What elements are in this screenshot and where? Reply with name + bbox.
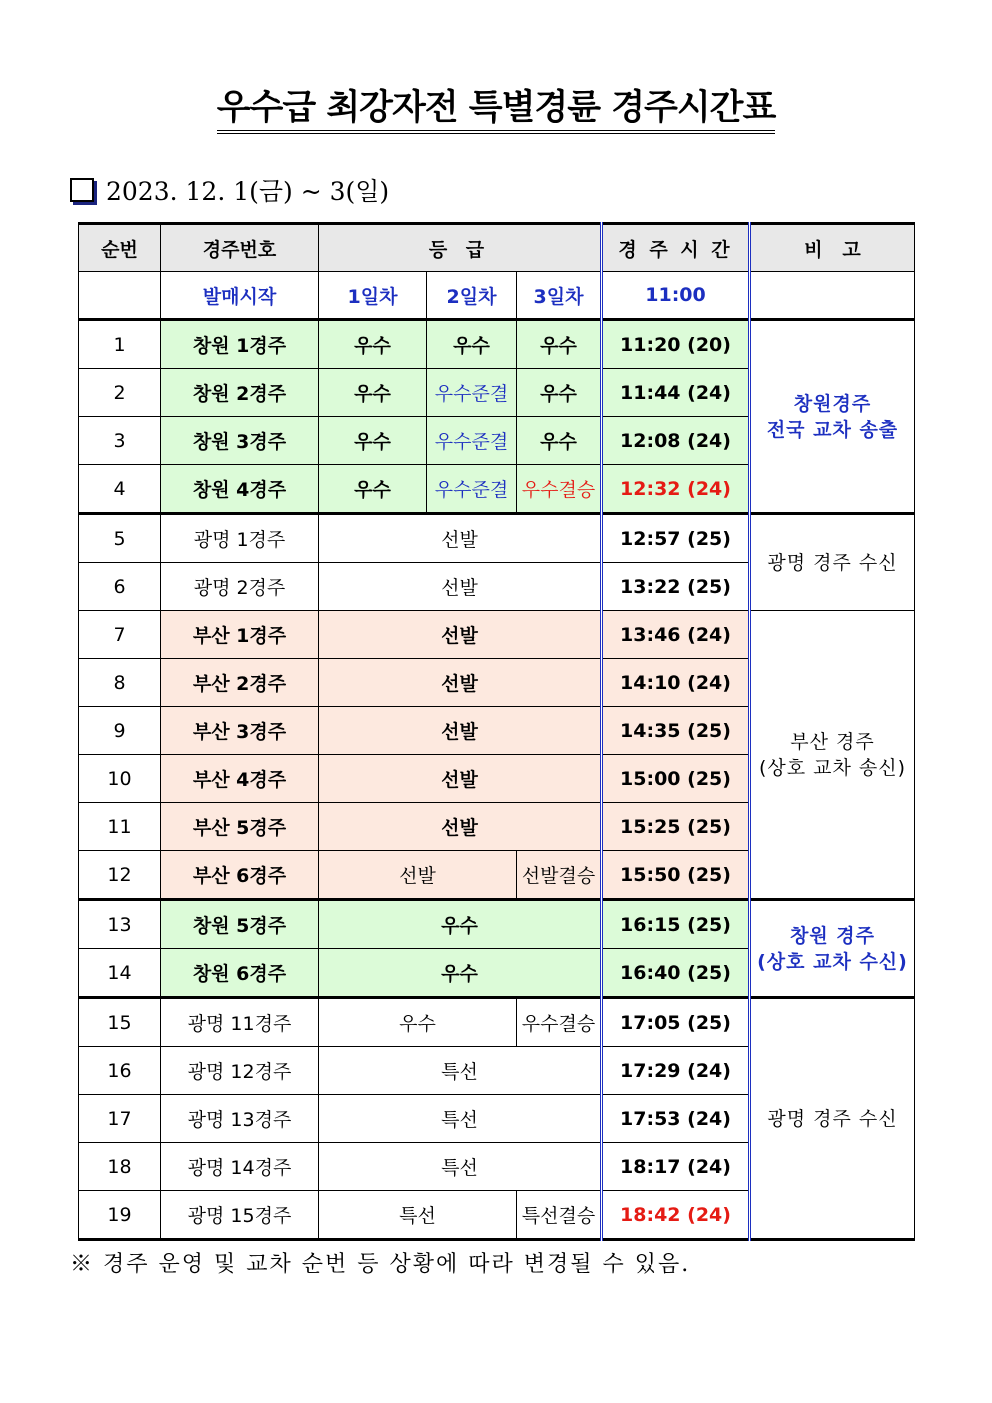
row-order: 12 bbox=[79, 851, 161, 900]
row-order: 7 bbox=[79, 611, 161, 659]
row-race: 창원 1경주 bbox=[161, 320, 319, 369]
sale-start-time: 11:00 bbox=[602, 272, 750, 320]
row-order: 17 bbox=[79, 1095, 161, 1143]
row-time: 11:20 (20) bbox=[602, 320, 750, 369]
remarks-line: 전국 교차 송출 bbox=[766, 418, 899, 441]
row-grade: 선발 bbox=[319, 803, 602, 851]
row-grade: 선발 bbox=[319, 563, 602, 611]
row-order: 11 bbox=[79, 803, 161, 851]
row-time: 13:46 (24) bbox=[602, 611, 750, 659]
subheader-remarks-empty bbox=[750, 272, 915, 320]
row-time: 16:40 (25) bbox=[602, 949, 750, 998]
row-grade: 특선 bbox=[319, 1143, 602, 1191]
row-grade-day1: 우수 bbox=[319, 465, 427, 514]
table-row bbox=[79, 514, 915, 563]
row-time: 15:50 (25) bbox=[602, 851, 750, 900]
row-order: 6 bbox=[79, 563, 161, 611]
row-race: 부산 1경주 bbox=[161, 611, 319, 659]
table-row bbox=[79, 900, 915, 949]
row-order: 13 bbox=[79, 900, 161, 949]
day1-label: 1일차 bbox=[319, 272, 427, 320]
row-grade-day3: 우수 bbox=[517, 369, 602, 417]
header-race-time: 경 주 시 간 bbox=[602, 224, 750, 272]
checkbox-icon bbox=[70, 178, 94, 202]
row-grade-day1: 우수 bbox=[319, 417, 427, 465]
header-remarks: 비 고 bbox=[750, 224, 915, 272]
table-header-row bbox=[79, 224, 915, 272]
row-race: 부산 5경주 bbox=[161, 803, 319, 851]
row-order: 14 bbox=[79, 949, 161, 998]
row-race: 광명 11경주 bbox=[161, 998, 319, 1047]
row-time: 11:44 (24) bbox=[602, 369, 750, 417]
row-race: 창원 6경주 bbox=[161, 949, 319, 998]
row-time: 17:53 (24) bbox=[602, 1095, 750, 1143]
remarks-line: 부산 경주 bbox=[790, 730, 875, 753]
row-order: 1 bbox=[79, 320, 161, 369]
row-order: 9 bbox=[79, 707, 161, 755]
row-race: 부산 4경주 bbox=[161, 755, 319, 803]
row-race: 창원 3경주 bbox=[161, 417, 319, 465]
row-grade-day1: 우수 bbox=[319, 320, 427, 369]
row-grade-day3: 우수 bbox=[517, 320, 602, 369]
row-race: 창원 2경주 bbox=[161, 369, 319, 417]
row-order: 10 bbox=[79, 755, 161, 803]
row-race: 부산 2경주 bbox=[161, 659, 319, 707]
sale-start-label: 발매시작 bbox=[161, 272, 319, 320]
row-order: 18 bbox=[79, 1143, 161, 1191]
row-grade: 특선 bbox=[319, 1095, 602, 1143]
row-grade-day3: 우수 bbox=[517, 417, 602, 465]
row-grade: 우수 bbox=[319, 949, 602, 998]
row-race: 창원 4경주 bbox=[161, 465, 319, 514]
row-order: 4 bbox=[79, 465, 161, 514]
page-title: 우수급 최강자전 특별경륜 경주시간표 bbox=[0, 88, 992, 134]
row-time: 15:00 (25) bbox=[602, 755, 750, 803]
table-row bbox=[79, 320, 915, 369]
row-grade: 특선 bbox=[319, 1191, 517, 1240]
row-time: 18:17 (24) bbox=[602, 1143, 750, 1191]
row-time: 13:22 (25) bbox=[602, 563, 750, 611]
row-time: 12:32 (24) bbox=[602, 465, 750, 514]
row-grade: 특선 bbox=[319, 1047, 602, 1095]
remarks-line: 창원경주 bbox=[793, 392, 872, 415]
row-grade-day3: 특선결승 bbox=[517, 1191, 602, 1240]
row-order: 5 bbox=[79, 514, 161, 563]
row-grade-day2: 우수준결 bbox=[427, 369, 517, 417]
footnote: ※ 경주 운영 및 교차 순번 등 상황에 따라 변경될 수 있음. bbox=[70, 1252, 691, 1277]
row-race: 부산 3경주 bbox=[161, 707, 319, 755]
row-time: 12:57 (25) bbox=[602, 514, 750, 563]
row-time: 12:08 (24) bbox=[602, 417, 750, 465]
row-race: 부산 6경주 bbox=[161, 851, 319, 900]
day2-label: 2일차 bbox=[427, 272, 517, 320]
row-grade-day3: 우수결승 bbox=[517, 465, 602, 514]
date-range: 2023. 12. 1(금) ~ 3(일) bbox=[106, 177, 390, 206]
subheader-empty bbox=[79, 272, 161, 320]
row-grade: 우수 bbox=[319, 900, 602, 949]
row-race: 광명 12경주 bbox=[161, 1047, 319, 1095]
row-order: 19 bbox=[79, 1191, 161, 1240]
row-grade: 선발 bbox=[319, 707, 602, 755]
remarks-changwon-b bbox=[750, 900, 915, 998]
row-grade-day2: 우수준결 bbox=[427, 417, 517, 465]
remarks-changwon-a bbox=[750, 320, 915, 514]
row-grade-day2: 우수준결 bbox=[427, 465, 517, 514]
row-time: 16:15 (25) bbox=[602, 900, 750, 949]
row-grade: 우수 bbox=[319, 998, 517, 1047]
row-race: 광명 1경주 bbox=[161, 514, 319, 563]
row-race: 광명 2경주 bbox=[161, 563, 319, 611]
row-time: 18:42 (24) bbox=[602, 1191, 750, 1240]
row-grade-day3: 선발결승 bbox=[517, 851, 602, 900]
row-time: 17:05 (25) bbox=[602, 998, 750, 1047]
row-time: 15:25 (25) bbox=[602, 803, 750, 851]
table-row bbox=[79, 611, 915, 659]
row-grade-day3: 우수결승 bbox=[517, 998, 602, 1047]
row-grade: 선발 bbox=[319, 659, 602, 707]
table-subheader-row bbox=[79, 272, 915, 320]
row-order: 2 bbox=[79, 369, 161, 417]
row-order: 3 bbox=[79, 417, 161, 465]
row-grade: 선발 bbox=[319, 851, 517, 900]
race-schedule-table bbox=[78, 222, 915, 1241]
row-grade-day2: 우수 bbox=[427, 320, 517, 369]
row-time: 17:29 (24) bbox=[602, 1047, 750, 1095]
header-race-no: 경주번호 bbox=[161, 224, 319, 272]
header-order: 순번 bbox=[79, 224, 161, 272]
row-grade: 선발 bbox=[319, 611, 602, 659]
row-race: 광명 14경주 bbox=[161, 1143, 319, 1191]
date-line bbox=[70, 172, 389, 208]
remarks-gwangmyeong-a: 광명 경주 수신 bbox=[750, 514, 915, 611]
row-grade-day1: 우수 bbox=[319, 369, 427, 417]
remarks-line: (상호 교차 송신) bbox=[758, 756, 907, 779]
remarks-line: 창원 경주 bbox=[789, 924, 876, 947]
row-race: 광명 13경주 bbox=[161, 1095, 319, 1143]
table-row bbox=[79, 998, 915, 1047]
row-time: 14:10 (24) bbox=[602, 659, 750, 707]
row-order: 15 bbox=[79, 998, 161, 1047]
row-time: 14:35 (25) bbox=[602, 707, 750, 755]
row-grade: 선발 bbox=[319, 514, 602, 563]
row-race: 광명 15경주 bbox=[161, 1191, 319, 1240]
row-order: 8 bbox=[79, 659, 161, 707]
remarks-line: (상호 교차 수신) bbox=[757, 950, 908, 973]
header-grade: 등 급 bbox=[319, 224, 602, 272]
row-order: 16 bbox=[79, 1047, 161, 1095]
remarks-gwangmyeong-b: 광명 경주 수신 bbox=[750, 998, 915, 1240]
row-grade: 선발 bbox=[319, 755, 602, 803]
remarks-busan bbox=[750, 611, 915, 900]
day3-label: 3일차 bbox=[517, 272, 602, 320]
row-race: 창원 5경주 bbox=[161, 900, 319, 949]
